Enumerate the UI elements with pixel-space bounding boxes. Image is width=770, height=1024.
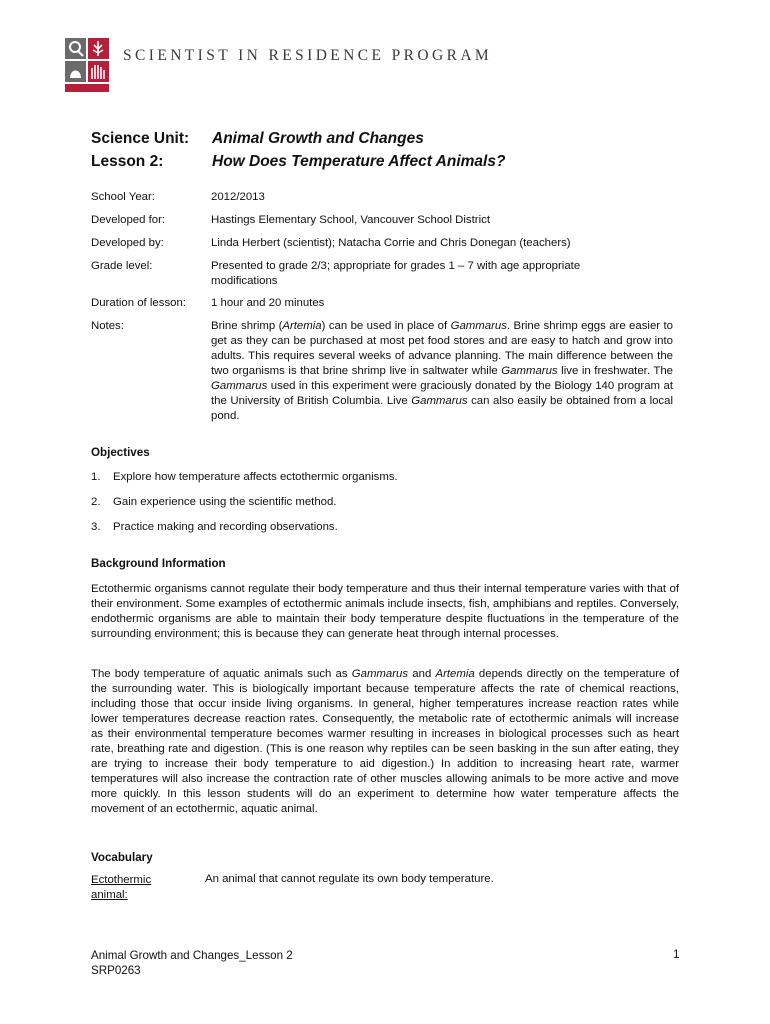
objectives-heading: Objectives xyxy=(91,446,150,459)
info-label: Developed for: xyxy=(91,214,166,226)
background-paragraph-2: The body temperature of aquatic animals such as Gammarus and Artemia depends directly on the temperature of the surrounding water. This is biologically important because temperature affects the rate of chemical reactions, including those that occur inside living organisms. In general, higher temperatures increase reaction rates while lower temperatures decrease reaction rates. Consequently, the metabolic rate of ectothermic animals will increase as their environmental temperature becomes warmer resulting in increases in biological processes such as heart rate, breathing rate and digestion. (This is one reason why reptiles can be seen basking in the sun after eating, they are trying to increase their body temperature to aid digestion.) In addition to increasing heart rate, warmer temperatures will also increase the contraction rate of other muscles allowing animals to be more active and move more quickly. In this lesson students will do an experiment to determine how water temperature affects the movement of an ectothermic, aquatic animal. xyxy=(91,668,679,815)
info-value: 1 hour and 20 minutes xyxy=(211,297,325,309)
info-value: Presented to grade 2/3; appropriate for grades 1 – 7 with age appropriate modifications xyxy=(211,260,581,287)
background-heading: Background Information xyxy=(91,557,226,570)
footer xyxy=(91,948,293,978)
program-logo-icon xyxy=(65,38,111,92)
lesson-label: Lesson 2: xyxy=(91,153,164,170)
program-name: SCIENTIST IN RESIDENCE PROGRAM xyxy=(123,47,493,64)
page-number: 1 xyxy=(673,948,680,961)
info-value: 2012/2013 xyxy=(211,191,265,203)
science-unit-label: Science Unit: xyxy=(91,130,190,147)
info-value: Linda Herbert (scientist); Natacha Corrie and Chris Donegan (teachers) xyxy=(211,237,571,249)
info-label: Duration of lesson: xyxy=(91,297,186,309)
document-page: SCIENTIST IN RESIDENCE PROGRAM Science Unit: Animal Growth and Changes Lesson 2: How Does Temperature Affect Animals? School Year: 2012/2013 Developed for: Hastings Elementary School, Vancouver School District Developed by: Linda Herbert (scientist); Natacha Corrie and Chris Donegan (teachers) Grade level: Presented to grade 2/3; appropriate for grades 1 – 7 with age appropriate modifications Duration of lesson: 1 hour and 20 minutes Notes: Brine shrimp (Artemia) can be used in place of Gammarus. Brine shrimp eggs are easier to get as they can be purchased at most pet food stores and are easy to hatch and grow into adults. This requires several weeks of advance planning. The main difference between the two organisms is that brine shrimp live in saltwater while Gammarus live in freshwater. The Gammarus used in this experiment were graciously donated by the Biology 140 program at the University of British Columbia. Live Gammarus can also easily be obtained from a local pond. Objectives 1. Explore how temperature affects ectothermic organisms. 2. Gain experience using the scientific method. 3. Practice making and recording observations. Background Information Ectothermic organisms cannot regulate their body temperature and thus their internal temperature varies with that of their environment. Some examples of ectothermic animals include insects, fish, amphibians and reptiles. Conversely, endothermic organisms are able to maintain their body temperature despite fluctuations in the temperature of the surrounding environment; this is because they can generate heat through internal processes. The body temperature of aquatic animals such as Gammarus and Artemia depends directly on the temperature of the surrounding water. This is biologically important because temperature affects the rate of chemical reactions, including those that occur inside living organisms. In general, higher temperatures increase reaction rates while lower temperatures decrease reaction rates. Consequently, the metabolic rate of ectothermic animals will increase as their environmental temperature becomes warmer resulting in increases in biological processes such as heart rate, breathing rate and digestion. (This is one reason why reptiles can be seen basking in the sun after eating, they are trying to increase their body temperature to aid digestion.) In addition to increasing heart rate, warmer temperatures will also increase the contraction rate of other muscles allowing animals to be more active and move more quickly. In this lesson students will do an experiment to determine how water temperature affects the movement of an ectothermic, aquatic animal. Vocabulary Ectothermic animal: An animal that cannot regulate its own body temperature. Animal Growth and Changes_Lesson 2 SRP0263 1 xyxy=(0,0,770,1024)
info-label: Developed by: xyxy=(91,237,164,249)
footer-code: SRP0263 xyxy=(91,964,141,977)
vocabulary-heading: Vocabulary xyxy=(91,851,153,864)
info-label: Notes: xyxy=(91,320,124,332)
science-unit-title: Animal Growth and Changes xyxy=(212,130,424,147)
vocab-definition: An animal that cannot regulate its own body temperature. xyxy=(205,873,494,885)
info-label: School Year: xyxy=(91,191,155,203)
info-value: Hastings Elementary School, Vancouver School District xyxy=(211,214,490,226)
vocab-term: Ectothermic animal: xyxy=(91,874,152,901)
background-paragraph-1: Ectothermic organisms cannot regulate their body temperature and thus their internal temperature varies with that of their environment. Some examples of ectothermic animals include insects, fish, amphibians and reptiles. Conversely, endothermic organisms are able to maintain their body temperature despite fluctuations in the temperature of the surrounding environment; this is because they can generate heat through internal processes. xyxy=(91,583,679,640)
notes-text: Brine shrimp (Artemia) can be used in place of Gammarus. Brine shrimp eggs are easier to get as they can be purchased at most pet food stores and are easy to hatch and grow into adults. This requires several weeks of advance planning. The main difference between the two organisms is that brine shrimp live in saltwater while Gammarus live in freshwater. The Gammarus used in this experiment were graciously donated by the Biology 140 program at the University of British Columbia. Live Gammarus can also easily be obtained from a local pond. xyxy=(211,320,674,422)
info-label: Grade level: xyxy=(91,260,153,272)
lesson-title: How Does Temperature Affect Animals? xyxy=(212,153,506,170)
footer-title: Animal Growth and Changes_Lesson 2 xyxy=(91,949,293,962)
